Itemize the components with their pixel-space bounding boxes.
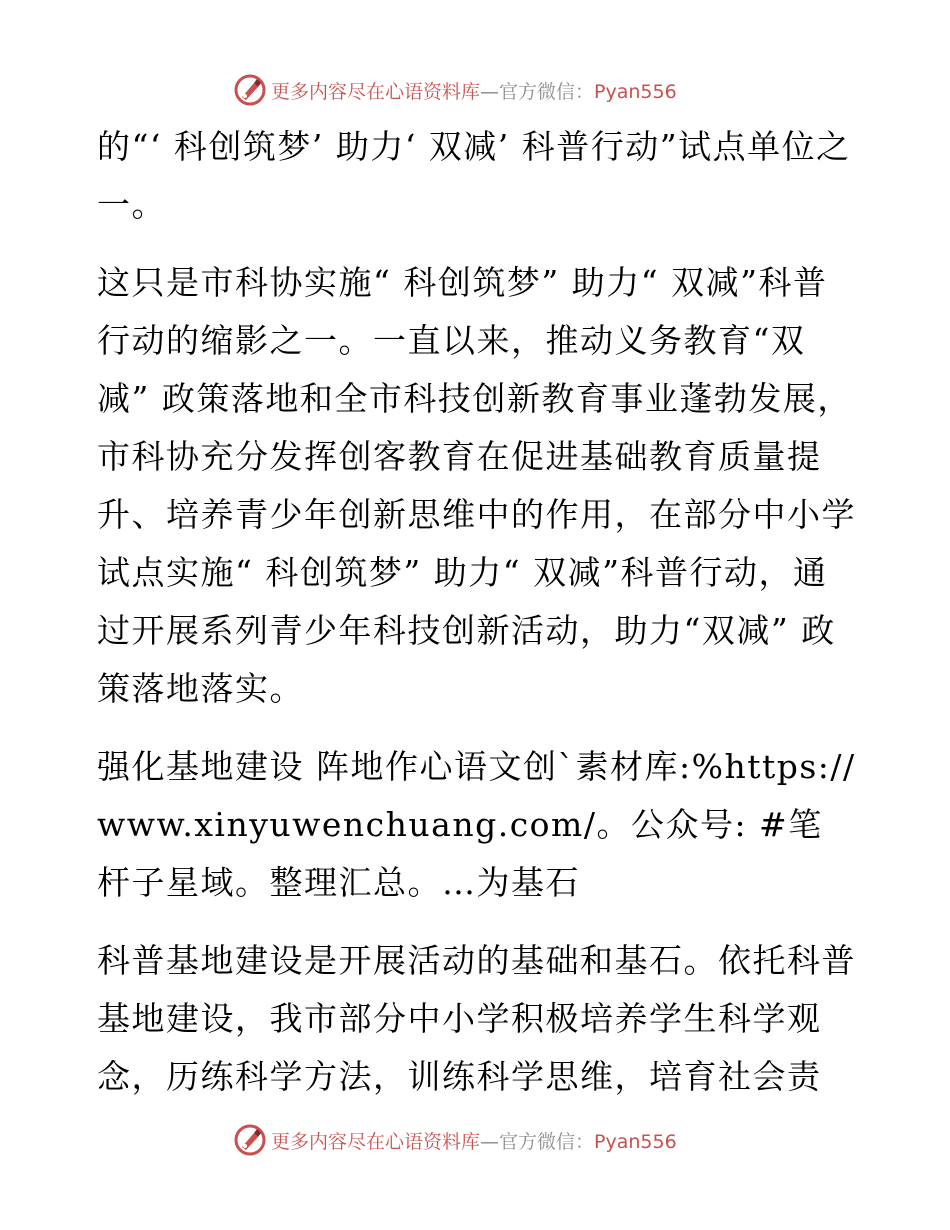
paragraph: 科普基地建设是开展活动的基础和基石。依托科普基地建设，我市部分中小学积极培养学生科学观念，历练科学方法，训练科学思维，培育社会责	[97, 941, 856, 1096]
watermark-text	[271, 77, 677, 104]
watermark-brand: 更多内容尽在心语资料库	[271, 1130, 481, 1153]
watermark-brand: 更多内容尽在心语资料库	[271, 80, 481, 103]
pen-seal-icon	[233, 73, 267, 107]
footer-watermark	[233, 1120, 733, 1160]
watermark-separator: —	[480, 80, 500, 103]
paragraph: 强化基地建设 阵地作心语文创`素材库:%https://www.xinyuwenchuang.com/。公众号: #笔杆子星域。整理汇总。…为基石	[97, 747, 856, 902]
document-body	[97, 118, 857, 1126]
watermark-handle: Pyan556	[594, 80, 677, 103]
header-watermark	[233, 70, 733, 110]
paragraph: 的“‘ 科创筑梦’ 助力‘ 双减’ 科普行动”试点单位之一。	[97, 127, 851, 224]
watermark-text	[271, 1127, 677, 1154]
watermark-separator: —	[480, 1130, 500, 1153]
paragraph: 这只是市科协实施“ 科创筑梦” 助力“ 双减”科普行动的缩影之一。一直以来，推动义务教育“双减” 政策落地和全市科技创新教育事业蓬勃发展，市科协充分发挥创客教育在促进基础教育质量提升、培养青少年创新思维中的作用，在部分中小学试点实施“ 科创筑梦” 助力“ 双减”科普行动，通过开展系列青少年科技创新活动，助力“双减” 政策落地落实。	[97, 263, 856, 708]
watermark-contact-label: 官方微信：	[499, 1130, 595, 1153]
pen-seal-icon	[233, 1123, 267, 1157]
watermark-handle: Pyan556	[594, 1130, 677, 1153]
watermark-contact-label: 官方微信：	[499, 80, 595, 103]
